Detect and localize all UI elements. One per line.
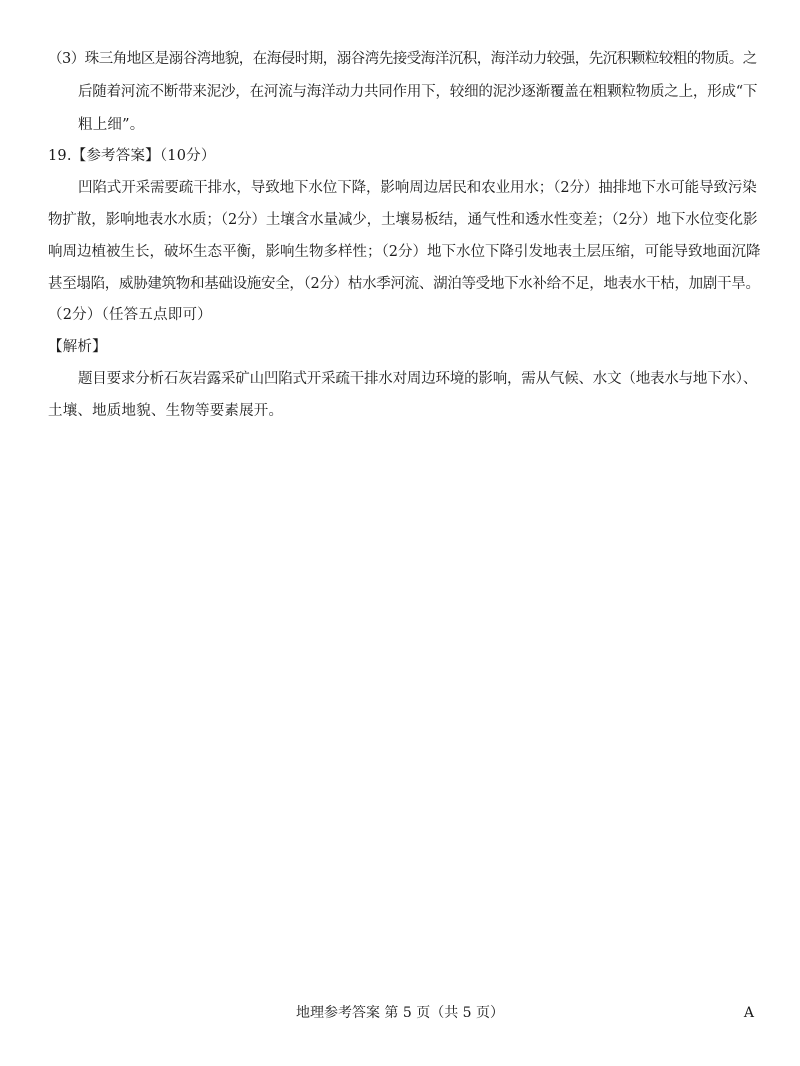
page-footer: 地理参考答案 第 5 页（共 5 页） xyxy=(295,1005,505,1021)
analysis-heading: 【解析】 xyxy=(48,339,107,355)
analysis-line-2: 土壤、地质地貌、生物等要素展开。 xyxy=(48,403,284,419)
q19-answer-line-2: 物扩散，影响地表水水质；（2分）土壤含水量减少，土壤易板结，通气性和透水性变差；（2分）地下水位变化影 xyxy=(48,212,758,228)
q19-answer-line-3: 响周边植被生长，破坏生态平衡，影响生物多样性；（2分）地下水位下降引发地表土层压缩，可能导致地面沉降 xyxy=(48,244,761,260)
q18-part3-line-3: 粗上细”。 xyxy=(78,117,145,133)
analysis-line-1: 题目要求分析石灰岩露采矿山凹陷式开采疏干排水对周边环境的影响，需从气候、水文（地表水与地下水）、 xyxy=(78,371,758,387)
q19-answer-line-4: 甚至塌陷，威胁建筑物和基础设施安全，（2分）枯水季河流、湖泊等受地下水补给不足，地表水干枯，加剧干旱。 xyxy=(48,276,760,292)
q18-part3-line-1: （3）珠三角地区是溺谷湾地貌，在海侵时期，溺谷湾先接受海洋沉积，海洋动力较强，先沉积颗粒较粗的物质。之 xyxy=(48,51,757,67)
version-mark: A xyxy=(743,1005,754,1021)
q19-answer-line-5: （2分）（任答五点即可） xyxy=(48,307,212,323)
q19-answer-line-1: 凹陷式开采需要疏干排水，导致地下水位下降，影响周边居民和农业用水；（2分）抽排地下水可能导致污染 xyxy=(78,180,757,196)
q18-part3-line-2: 后随着河流不断带来泥沙，在河流与海洋动力共同作用下，较细的泥沙逐渐覆盖在粗颗粒物质之上，形成“下 xyxy=(78,84,758,100)
q19-heading: 19.【参考答案】（10分） xyxy=(48,148,216,164)
